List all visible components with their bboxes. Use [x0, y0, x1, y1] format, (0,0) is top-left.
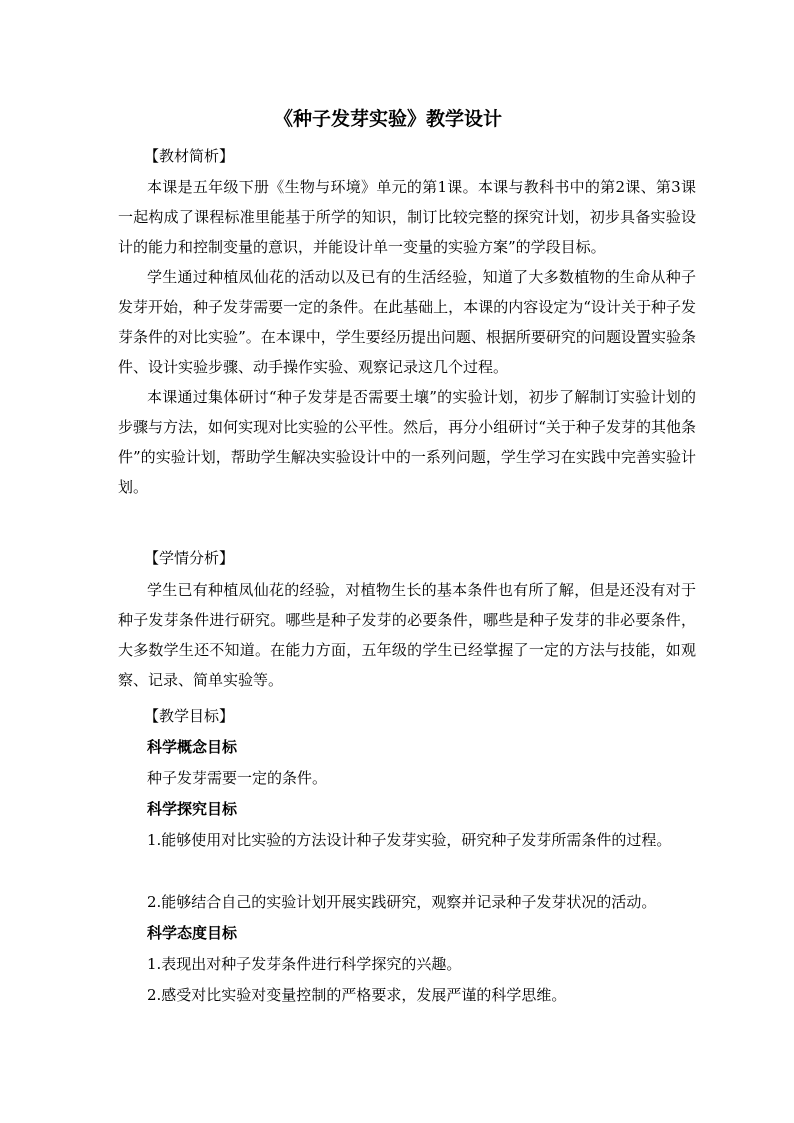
goal-item-science-attitude-1: 1.表现出对种子发芽条件进行科学探究的兴趣。: [147, 955, 462, 973]
goal-title-science-inquiry: 科学探究目标: [147, 800, 238, 818]
section-heading-learner-analysis: 【学情分析】: [144, 549, 235, 567]
document-title: 《种子发芽实验》教学设计: [273, 108, 502, 130]
goal-item-science-concept: 种子发芽需要一定的条件。: [147, 769, 328, 787]
section-learner-analysis-body: [118, 575, 696, 695]
paragraph-learner-analysis: 学生已有种植凤仙花的经验，对植物生长的基本条件也有所了解，但是还没有对于种子发芽条件进行研究。哪些是种子发芽的必要条件，哪些是种子发芽的非必要条件，大多数学生还不知道。在能力方面，五年级的学生已经掌握了一定的方法与技能，如观察、记录、简单实验等。: [118, 581, 696, 689]
paragraph-lesson-position: 本课是五年级下册《生物与环境》单元的第1课。本课与教科书中的第2课、第3课一起构成了课程标准里能基于所学的知识，制订比较完整的探究计划，初步具备实验设计的能力和控制变量的意识，并能设计单一变量的实验方案”的学段目标。: [118, 178, 696, 256]
goal-item-science-inquiry-2: 2.能够结合自己的实验计划开展实践研究，观察并记录种子发芽状况的活动。: [147, 893, 657, 911]
paragraph-student-experience: 学生通过种植凤仙花的活动以及已有的生活经验，知道了大多数植物的生命从种子发芽开始，种子发芽需要一定的条件。在此基础上，本课的内容设定为“设计关于种子发芽条件的对比实验”。在本课中，学生要经历提出问题、根据所要研究的问题设置实验条件、设计实验步骤、动手操作实验、观察记录这几个过程。: [118, 268, 696, 376]
paragraph-lesson-method: 本课通过集体研讨“种子发芽是否需要土壤”的实验计划，初步了解制订实验计划的步骤与方法，如何实现对比实验的公平性。然后，再分小组研讨“关于种子发芽的其他条件”的实验计划，帮助学生解决实验设计中的一系列问题，学生学习在实践中完善实验计划。: [118, 388, 696, 496]
goal-item-science-attitude-2: 2.感受对比实验对变量控制的严格要求，发展严谨的科学思维。: [147, 986, 567, 1004]
section-heading-textbook-analysis: 【教材简析】: [144, 147, 235, 165]
goal-title-science-attitude: 科学态度目标: [147, 924, 238, 942]
goal-title-science-concept: 科学概念目标: [147, 738, 238, 756]
section-textbook-analysis-body: [118, 172, 696, 502]
goal-item-science-inquiry-1: 1.能够使用对比实验的方法设计种子发芽实验，研究种子发芽所需条件的过程。: [147, 831, 672, 849]
section-heading-teaching-goals: 【教学目标】: [144, 707, 235, 725]
